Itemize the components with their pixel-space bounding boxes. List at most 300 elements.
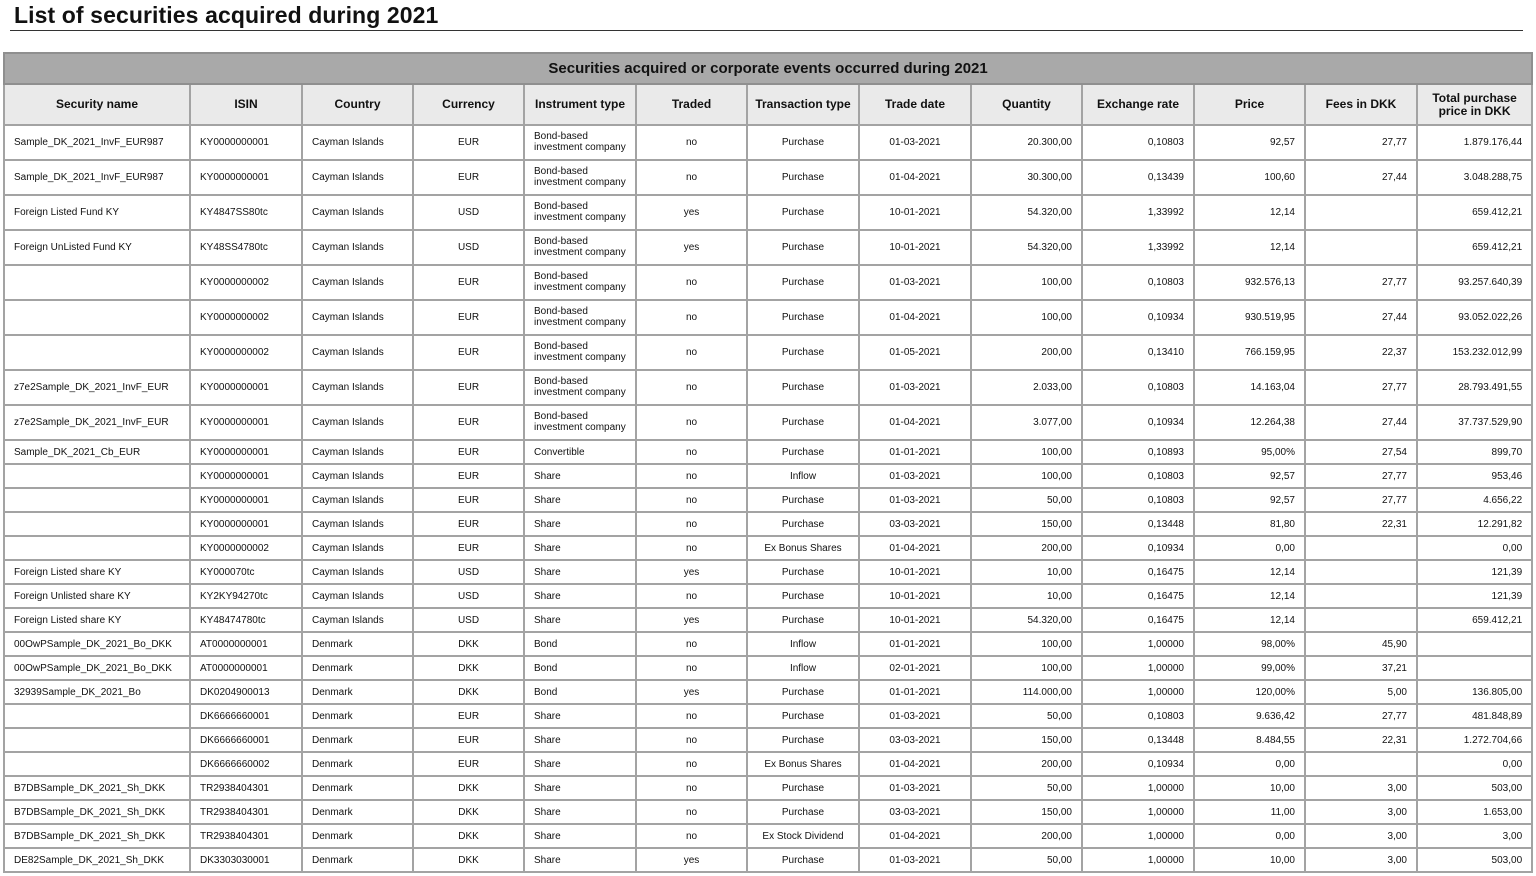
table-cell: EUR <box>413 265 524 300</box>
table-cell: KY000070tc <box>190 560 302 584</box>
table-cell: Ex Bonus Shares <box>747 752 859 776</box>
table-cell: Ex Bonus Shares <box>747 536 859 560</box>
table-cell: 1,00000 <box>1082 656 1194 680</box>
table-cell: Purchase <box>747 608 859 632</box>
table-cell: AT0000000001 <box>190 656 302 680</box>
table-cell: 136.805,00 <box>1417 680 1532 704</box>
table-cell <box>4 265 190 300</box>
column-header: Exchange rate <box>1082 84 1194 125</box>
table-cell: no <box>636 464 747 488</box>
table-cell: Denmark <box>302 848 413 872</box>
table-cell: 11,00 <box>1194 800 1305 824</box>
table-cell: Purchase <box>747 512 859 536</box>
table-cell: 27,44 <box>1305 405 1417 440</box>
table-cell: 0,00 <box>1417 536 1532 560</box>
table-cell: TR2938404301 <box>190 824 302 848</box>
table-cell: 114.000,00 <box>971 680 1082 704</box>
table-row <box>4 656 1532 680</box>
column-header: Currency <box>413 84 524 125</box>
table-cell: DKK <box>413 824 524 848</box>
table-cell: Cayman Islands <box>302 536 413 560</box>
table-cell: 01-04-2021 <box>859 160 971 195</box>
table-cell: 3.077,00 <box>971 405 1082 440</box>
table-cell: 27,77 <box>1305 464 1417 488</box>
table-cell: 1.272.704,66 <box>1417 728 1532 752</box>
table-row <box>4 335 1532 370</box>
table-cell: no <box>636 405 747 440</box>
table-cell: DKK <box>413 848 524 872</box>
table-cell: 10-01-2021 <box>859 560 971 584</box>
table-cell: no <box>636 752 747 776</box>
table-cell: 03-03-2021 <box>859 800 971 824</box>
table-cell: 30.300,00 <box>971 160 1082 195</box>
table-cell: 0,10893 <box>1082 440 1194 464</box>
table-cell: no <box>636 335 747 370</box>
table-cell: 00OwPSample_DK_2021_Bo_DKK <box>4 632 190 656</box>
table-cell: 503,00 <box>1417 848 1532 872</box>
table-cell: 50,00 <box>971 848 1082 872</box>
table-cell <box>1305 608 1417 632</box>
table-cell: Purchase <box>747 776 859 800</box>
table-cell: 22,31 <box>1305 728 1417 752</box>
table-cell: TR2938404301 <box>190 776 302 800</box>
table-cell: 0,10803 <box>1082 704 1194 728</box>
table-cell: 12,14 <box>1194 560 1305 584</box>
table-cell: 1,00000 <box>1082 776 1194 800</box>
table-cell: 3,00 <box>1305 776 1417 800</box>
table-cell: 150,00 <box>971 512 1082 536</box>
table-row <box>4 728 1532 752</box>
table-cell: 32939Sample_DK_2021_Bo <box>4 680 190 704</box>
table-cell: 659.412,21 <box>1417 608 1532 632</box>
table-cell: Share <box>524 536 636 560</box>
table-cell: Bond-based investment company <box>524 300 636 335</box>
table-cell: 02-01-2021 <box>859 656 971 680</box>
table-cell: 45,90 <box>1305 632 1417 656</box>
table-cell: Cayman Islands <box>302 560 413 584</box>
table-cell: DKK <box>413 680 524 704</box>
table-cell: DKK <box>413 656 524 680</box>
table-cell: 01-03-2021 <box>859 848 971 872</box>
table-cell: 121,39 <box>1417 584 1532 608</box>
table-row <box>4 560 1532 584</box>
table-cell: Bond-based investment company <box>524 405 636 440</box>
table-cell: Bond-based investment company <box>524 125 636 160</box>
table-cell: 10-01-2021 <box>859 584 971 608</box>
table-cell: Sample_DK_2021_Cb_EUR <box>4 440 190 464</box>
table-cell: USD <box>413 195 524 230</box>
table-cell: Foreign Unlisted share KY <box>4 584 190 608</box>
table-cell: 10,00 <box>971 584 1082 608</box>
table-cell: Purchase <box>747 300 859 335</box>
table-cell: 2.033,00 <box>971 370 1082 405</box>
table-cell: no <box>636 300 747 335</box>
table-row <box>4 584 1532 608</box>
table-cell: Convertible <box>524 440 636 464</box>
table-row <box>4 125 1532 160</box>
page-title: List of securities acquired during 2021 <box>14 2 439 28</box>
table-row <box>4 160 1532 195</box>
table-cell: DK6666660002 <box>190 752 302 776</box>
table-cell: 27,77 <box>1305 125 1417 160</box>
table-cell: 100,00 <box>971 300 1082 335</box>
table-cell: 01-01-2021 <box>859 632 971 656</box>
table-cell: 10-01-2021 <box>859 195 971 230</box>
table-cell: yes <box>636 848 747 872</box>
table-cell: 659.412,21 <box>1417 195 1532 230</box>
table-cell: DK3303030001 <box>190 848 302 872</box>
table-row <box>4 632 1532 656</box>
table-cell: Share <box>524 464 636 488</box>
table-cell: Bond <box>524 656 636 680</box>
table-cell: 0,10803 <box>1082 488 1194 512</box>
table-cell <box>4 752 190 776</box>
table-cell: no <box>636 824 747 848</box>
table-cell: Cayman Islands <box>302 512 413 536</box>
table-cell <box>4 728 190 752</box>
table-row <box>4 512 1532 536</box>
table-cell: Share <box>524 848 636 872</box>
table-cell: 1,00000 <box>1082 848 1194 872</box>
table-cell: Denmark <box>302 752 413 776</box>
table-cell: 3.048.288,75 <box>1417 160 1532 195</box>
table-cell: 01-03-2021 <box>859 265 971 300</box>
table-cell: 0,10934 <box>1082 752 1194 776</box>
table-cell: 0,13448 <box>1082 728 1194 752</box>
table-cell: 121,39 <box>1417 560 1532 584</box>
table-cell: no <box>636 488 747 512</box>
table-cell: 150,00 <box>971 728 1082 752</box>
table-cell: 10,00 <box>971 560 1082 584</box>
table-cell: Share <box>524 776 636 800</box>
table-cell: KY0000000001 <box>190 370 302 405</box>
table-cell: 481.848,89 <box>1417 704 1532 728</box>
table-cell: 92,57 <box>1194 125 1305 160</box>
table-cell: Cayman Islands <box>302 488 413 512</box>
table-cell: Purchase <box>747 195 859 230</box>
table-cell: EUR <box>413 300 524 335</box>
table-cell: KY0000000002 <box>190 335 302 370</box>
table-cell: Cayman Islands <box>302 160 413 195</box>
table-cell: 93.257.640,39 <box>1417 265 1532 300</box>
table-cell: B7DBSample_DK_2021_Sh_DKK <box>4 800 190 824</box>
table-cell: 1,00000 <box>1082 824 1194 848</box>
table-cell: EUR <box>413 370 524 405</box>
table-cell: Foreign Listed share KY <box>4 560 190 584</box>
table-cell: 953,46 <box>1417 464 1532 488</box>
table-cell: 01-04-2021 <box>859 824 971 848</box>
table-cell: Share <box>524 608 636 632</box>
table-cell: 1,33992 <box>1082 230 1194 265</box>
table-row <box>4 704 1532 728</box>
table-cell: 27,77 <box>1305 265 1417 300</box>
table-cell: Share <box>524 512 636 536</box>
table-cell <box>1305 536 1417 560</box>
table-cell: 01-03-2021 <box>859 125 971 160</box>
table-cell <box>4 704 190 728</box>
table-cell: KY0000000002 <box>190 536 302 560</box>
table-cell: 1,33992 <box>1082 195 1194 230</box>
table-cell: KY0000000002 <box>190 300 302 335</box>
table-cell: AT0000000001 <box>190 632 302 656</box>
table-cell: Cayman Islands <box>302 230 413 265</box>
table-row <box>4 608 1532 632</box>
table-cell: 659.412,21 <box>1417 230 1532 265</box>
table-cell: Foreign UnListed Fund KY <box>4 230 190 265</box>
table-cell: DK0204900013 <box>190 680 302 704</box>
table-row <box>4 824 1532 848</box>
securities-table <box>3 52 1533 873</box>
table-row <box>4 195 1532 230</box>
table-cell: 01-01-2021 <box>859 680 971 704</box>
table-cell: 54.320,00 <box>971 608 1082 632</box>
table-cell: Purchase <box>747 680 859 704</box>
table-cell: Cayman Islands <box>302 335 413 370</box>
table-cell: no <box>636 265 747 300</box>
table-cell <box>4 335 190 370</box>
table-cell: 27,54 <box>1305 440 1417 464</box>
table-cell: 28.793.491,55 <box>1417 370 1532 405</box>
table-cell: Cayman Islands <box>302 300 413 335</box>
table-cell: 0,10803 <box>1082 370 1194 405</box>
table-cell: 153.232.012,99 <box>1417 335 1532 370</box>
table-cell <box>4 464 190 488</box>
table-cell: no <box>636 704 747 728</box>
table-cell: KY0000000001 <box>190 440 302 464</box>
table-cell: Inflow <box>747 632 859 656</box>
table-cell: Bond <box>524 632 636 656</box>
table-cell: 0,00 <box>1194 536 1305 560</box>
table-cell: Denmark <box>302 656 413 680</box>
table-cell: no <box>636 160 747 195</box>
table-cell: 10,00 <box>1194 848 1305 872</box>
title-divider <box>10 30 1523 31</box>
table-cell: EUR <box>413 440 524 464</box>
table-cell: Denmark <box>302 632 413 656</box>
table-cell: Purchase <box>747 125 859 160</box>
table-cell: 200,00 <box>971 824 1082 848</box>
table-row <box>4 488 1532 512</box>
table-cell: 98,00% <box>1194 632 1305 656</box>
table-cell: KY0000000002 <box>190 265 302 300</box>
table-cell <box>1305 752 1417 776</box>
table-cell: 22,37 <box>1305 335 1417 370</box>
table-cell: no <box>636 125 747 160</box>
table-cell: 930.519,95 <box>1194 300 1305 335</box>
table-cell: 8.484,55 <box>1194 728 1305 752</box>
table-cell: 01-04-2021 <box>859 405 971 440</box>
table-cell: 50,00 <box>971 776 1082 800</box>
table-cell: KY0000000001 <box>190 464 302 488</box>
table-cell <box>4 300 190 335</box>
table-cell: yes <box>636 680 747 704</box>
table-cell: 0,16475 <box>1082 584 1194 608</box>
table-cell: 00OwPSample_DK_2021_Bo_DKK <box>4 656 190 680</box>
table-cell: Cayman Islands <box>302 440 413 464</box>
column-header: Price <box>1194 84 1305 125</box>
table-cell: 37.737.529,90 <box>1417 405 1532 440</box>
table-cell: z7e2Sample_DK_2021_InvF_EUR <box>4 370 190 405</box>
table-cell: Cayman Islands <box>302 464 413 488</box>
table-cell: KY4847SS80tc <box>190 195 302 230</box>
table-cell: 1.879.176,44 <box>1417 125 1532 160</box>
table-cell: no <box>636 584 747 608</box>
table-cell: 766.159,95 <box>1194 335 1305 370</box>
table-cell: EUR <box>413 125 524 160</box>
table-cell: 92,57 <box>1194 488 1305 512</box>
table-cell: 01-05-2021 <box>859 335 971 370</box>
table-cell: Purchase <box>747 560 859 584</box>
table-cell: KY2KY94270tc <box>190 584 302 608</box>
table-cell: Cayman Islands <box>302 405 413 440</box>
table-cell: USD <box>413 584 524 608</box>
column-header: Security name <box>4 84 190 125</box>
table-row <box>4 300 1532 335</box>
column-header: Quantity <box>971 84 1082 125</box>
table-cell: 12,14 <box>1194 584 1305 608</box>
table-cell: 27,77 <box>1305 704 1417 728</box>
table-cell: 100,00 <box>971 440 1082 464</box>
table-cell: DK6666660001 <box>190 728 302 752</box>
table-cell: EUR <box>413 335 524 370</box>
table-cell: 27,44 <box>1305 300 1417 335</box>
table-row <box>4 440 1532 464</box>
table-cell: 10-01-2021 <box>859 230 971 265</box>
table-cell: B7DBSample_DK_2021_Sh_DKK <box>4 776 190 800</box>
table-cell: 0,00 <box>1194 824 1305 848</box>
table-cell: B7DBSample_DK_2021_Sh_DKK <box>4 824 190 848</box>
table-cell <box>1305 584 1417 608</box>
table-cell: 0,13448 <box>1082 512 1194 536</box>
table-cell: 01-03-2021 <box>859 464 971 488</box>
table-cell: Purchase <box>747 728 859 752</box>
table-banner: Securities acquired or corporate events occurred during 2021 <box>4 53 1532 84</box>
table-cell <box>4 536 190 560</box>
table-cell: 99,00% <box>1194 656 1305 680</box>
table-cell: EUR <box>413 704 524 728</box>
table-cell: EUR <box>413 512 524 536</box>
table-cell: Purchase <box>747 160 859 195</box>
table-cell: Denmark <box>302 704 413 728</box>
table-cell: EUR <box>413 536 524 560</box>
table-cell: Share <box>524 728 636 752</box>
column-header: ISIN <box>190 84 302 125</box>
table-cell: Purchase <box>747 584 859 608</box>
table-cell: Cayman Islands <box>302 265 413 300</box>
table-cell: Purchase <box>747 440 859 464</box>
table-cell: DE82Sample_DK_2021_Sh_DKK <box>4 848 190 872</box>
table-cell: yes <box>636 608 747 632</box>
table-row <box>4 405 1532 440</box>
table-cell: 3,00 <box>1305 824 1417 848</box>
table-cell: Purchase <box>747 405 859 440</box>
table-cell: Sample_DK_2021_InvF_EUR987 <box>4 125 190 160</box>
table-cell: 27,77 <box>1305 488 1417 512</box>
table-cell: Share <box>524 584 636 608</box>
table-cell: no <box>636 656 747 680</box>
table-cell: 200,00 <box>971 536 1082 560</box>
table-cell: KY0000000001 <box>190 125 302 160</box>
table-cell: yes <box>636 230 747 265</box>
table-cell: KY48474780tc <box>190 608 302 632</box>
table-cell: TR2938404301 <box>190 800 302 824</box>
table-cell: Bond-based investment company <box>524 160 636 195</box>
table-cell: 0,10803 <box>1082 464 1194 488</box>
table-cell: 200,00 <box>971 335 1082 370</box>
table-banner-row <box>4 53 1532 84</box>
table-cell: 50,00 <box>971 704 1082 728</box>
table-cell: 50,00 <box>971 488 1082 512</box>
table-cell: DK6666660001 <box>190 704 302 728</box>
table-cell: 3,00 <box>1305 848 1417 872</box>
table-cell: 95,00% <box>1194 440 1305 464</box>
table-cell: EUR <box>413 464 524 488</box>
table-row <box>4 265 1532 300</box>
table-row <box>4 370 1532 405</box>
table-cell: no <box>636 370 747 405</box>
table-cell: 100,00 <box>971 464 1082 488</box>
table-cell: 932.576,13 <box>1194 265 1305 300</box>
table-cell: 37,21 <box>1305 656 1417 680</box>
table-cell: yes <box>636 195 747 230</box>
table-cell: 01-03-2021 <box>859 488 971 512</box>
table-cell: no <box>636 728 747 752</box>
table-row <box>4 680 1532 704</box>
table-cell: no <box>636 776 747 800</box>
securities-table-container <box>3 52 1531 873</box>
table-row <box>4 752 1532 776</box>
table-cell: Purchase <box>747 704 859 728</box>
table-cell <box>1305 230 1417 265</box>
table-cell <box>1417 656 1532 680</box>
table-cell: Cayman Islands <box>302 125 413 160</box>
table-cell: 01-03-2021 <box>859 776 971 800</box>
table-cell: 1,00000 <box>1082 632 1194 656</box>
table-cell: Denmark <box>302 776 413 800</box>
table-cell: Purchase <box>747 848 859 872</box>
table-cell: EUR <box>413 160 524 195</box>
table-row <box>4 536 1532 560</box>
column-header: Fees in DKK <box>1305 84 1417 125</box>
table-cell: Share <box>524 560 636 584</box>
table-cell: KY0000000001 <box>190 405 302 440</box>
table-cell: 54.320,00 <box>971 230 1082 265</box>
table-cell: KY48SS4780tc <box>190 230 302 265</box>
table-cell: DKK <box>413 776 524 800</box>
table-cell: 0,16475 <box>1082 608 1194 632</box>
table-cell: no <box>636 512 747 536</box>
table-cell: no <box>636 800 747 824</box>
table-cell: no <box>636 536 747 560</box>
table-cell: 10,00 <box>1194 776 1305 800</box>
table-cell: EUR <box>413 728 524 752</box>
table-cell: 0,13439 <box>1082 160 1194 195</box>
table-cell: 01-04-2021 <box>859 752 971 776</box>
table-cell: Share <box>524 800 636 824</box>
table-cell: Purchase <box>747 800 859 824</box>
table-row <box>4 230 1532 265</box>
table-cell: Cayman Islands <box>302 584 413 608</box>
table-cell: yes <box>636 560 747 584</box>
column-header: Trade date <box>859 84 971 125</box>
table-cell: 0,10803 <box>1082 125 1194 160</box>
table-cell: 899,70 <box>1417 440 1532 464</box>
table-cell: Bond-based investment company <box>524 370 636 405</box>
column-header: Transaction type <box>747 84 859 125</box>
table-cell: Sample_DK_2021_InvF_EUR987 <box>4 160 190 195</box>
table-cell <box>4 512 190 536</box>
table-cell: 200,00 <box>971 752 1082 776</box>
